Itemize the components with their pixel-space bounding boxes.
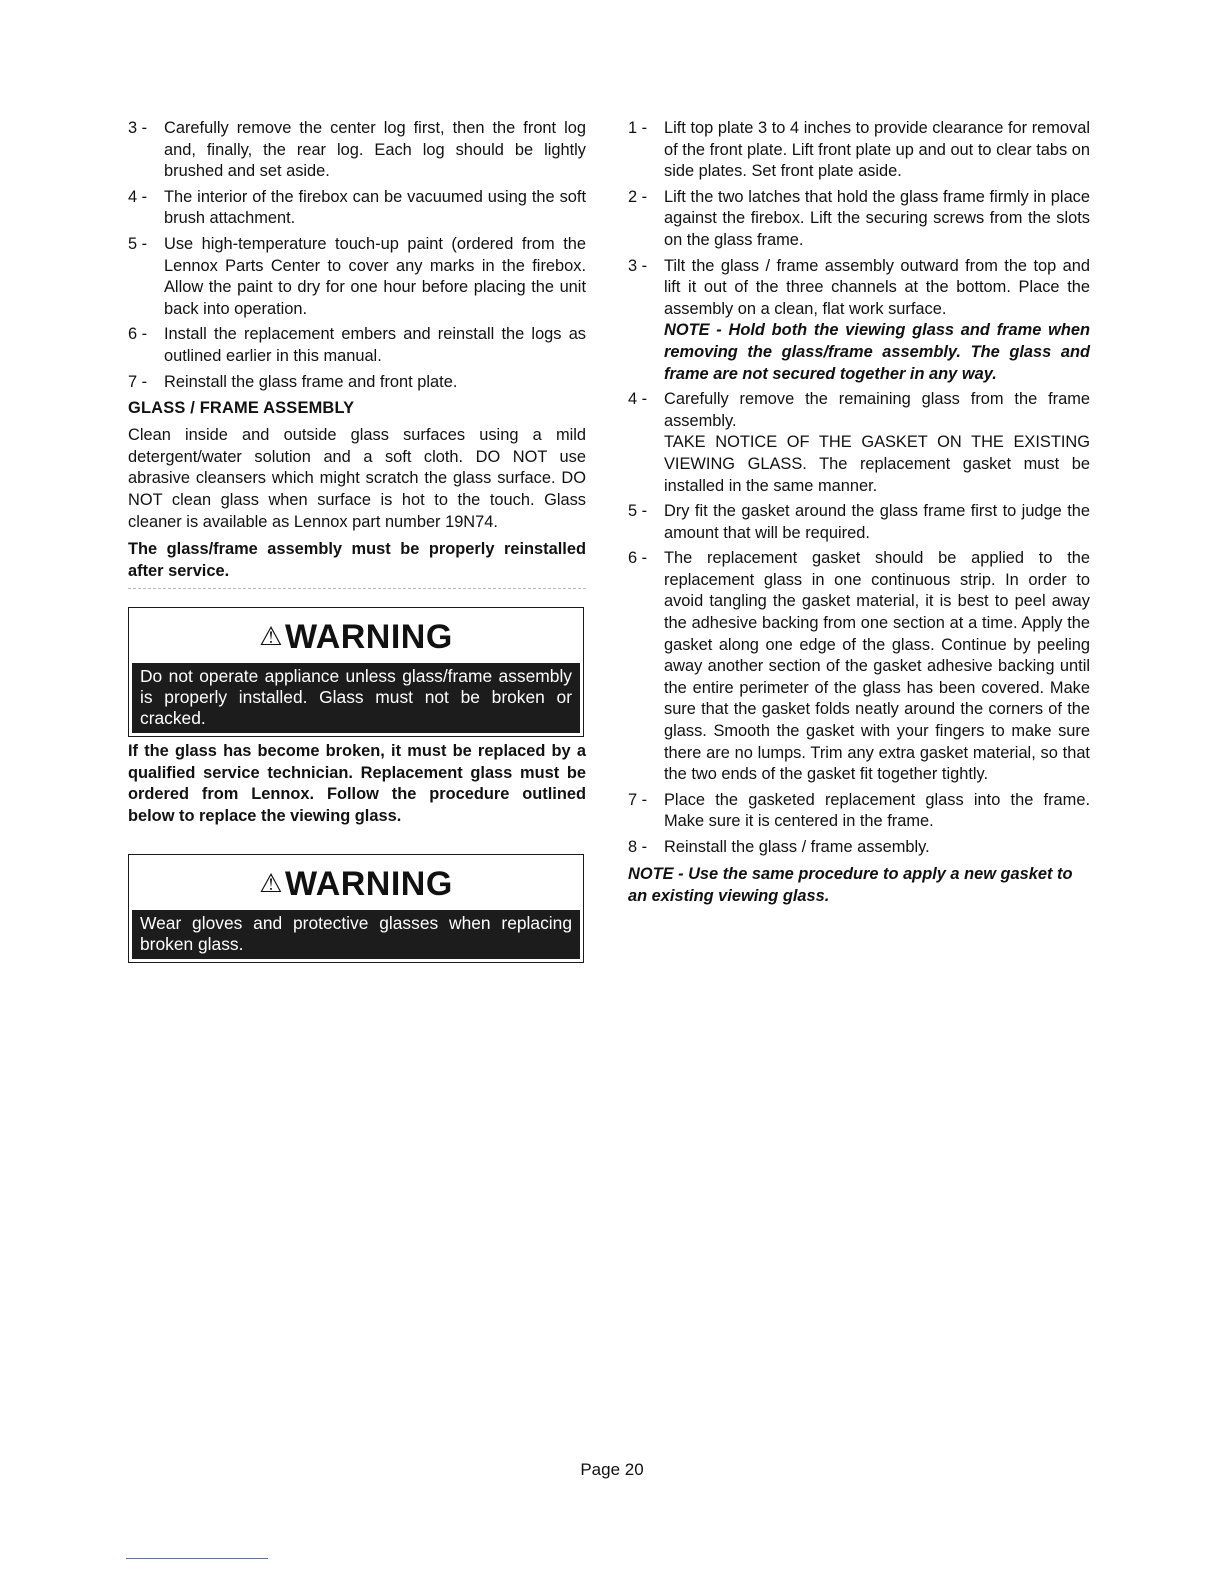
step-number: 3 - — [628, 256, 648, 275]
step-extra: TAKE NOTICE OF THE GASKET ON THE EXISTING VIEWING GLASS. The replacement gasket must be installed in the same manner. — [664, 433, 1090, 495]
step-text: Use high-temperature touch-up paint (ordered from the Lennox Parts Center to cover any marks in the firebox. Allow the paint to dry for one hour before placing the unit back into operation. — [164, 234, 586, 318]
step-note: NOTE - Hold both the viewing glass and frame when removing the glass/frame assembly. The glass and frame are not secured together in any way. — [664, 321, 1090, 383]
warning-title: WARNING — [284, 618, 453, 657]
warning-box — [128, 607, 584, 737]
warning-triangle-icon: ⚠ — [259, 621, 283, 652]
step-text: Tilt the glass / frame assembly outward from the top and lift it out of the three channels at the bottom. Place the assembly on a clean, flat work surface. — [664, 256, 1090, 318]
step-number: 4 - — [128, 187, 148, 206]
right-step — [628, 501, 1090, 544]
right-step — [628, 389, 1090, 497]
step-text: The replacement gasket should be applied to the replacement glass in one continuous strip. In order to avoid tangling the gasket material, it is best to peel away the adhesive backing from one section at a time. Apply the gasket along one edge of the glass. Continue by peeling away another section of the gasket adhesive backing until the entire perimeter of the glass has been covered. Make sure that the gasket folds neatly around the corners of the glass. Smooth the gasket with your fingers to make sure there are no lumps. Trim any extra gasket material, so that the two ends of the gasket fit together tightly. — [664, 549, 1090, 784]
step-number: 1 - — [628, 119, 648, 137]
section-heading: GLASS / FRAME ASSEMBLY — [128, 399, 355, 418]
left-column — [128, 118, 586, 963]
step-number: 7 - — [628, 790, 648, 809]
step-text: Reinstall the glass frame and front plate. — [164, 372, 458, 391]
divider — [128, 588, 586, 589]
step-number: 3 - — [128, 119, 148, 137]
left-step — [128, 118, 586, 183]
right-step — [628, 118, 1090, 183]
warning-title: WARNING — [284, 864, 453, 903]
page-number: Page 20 — [580, 1460, 644, 1479]
left-step — [128, 187, 586, 230]
right-step — [628, 548, 1090, 786]
step-text: Lift top plate 3 to 4 inches to provide clearance for removal of the front plate. Lift front plate up and out to clear tabs on side plates. Set front plate aside. — [664, 119, 1090, 181]
warning-header — [129, 608, 583, 663]
step-number: 6 - — [628, 549, 648, 568]
left-step — [128, 234, 586, 320]
left-step — [128, 324, 586, 367]
warning-triangle-icon: ⚠ — [259, 867, 283, 898]
right-step — [628, 837, 1090, 859]
step-number: 8 - — [628, 838, 648, 856]
warning-text: Do not operate appliance unless glass/frame assembly is properly installed. Glass must not be broken or cracked. — [132, 663, 580, 733]
broken-glass-paragraph: If the glass has become broken, it must be replaced by a qualified service technician. Replacement glass must be ordered from Lennox. Follow the procedure outlined below to replace the viewing glass. — [128, 742, 586, 826]
right-step — [628, 790, 1090, 833]
step-text: Place the gasketed replacement glass into the frame. Make sure it is centered in the frame. — [664, 790, 1090, 831]
step-number: 5 - — [628, 502, 648, 521]
step-text: Carefully remove the remaining glass from the frame assembly. — [664, 390, 1090, 430]
right-column — [628, 118, 1090, 907]
step-number: 7 - — [128, 372, 148, 391]
step-number: 6 - — [128, 325, 148, 344]
cleaning-paragraph: Clean inside and outside glass surfaces using a mild detergent/water solution and a soft cloth. DO NOT use abrasive cleansers which might scratch the glass surface. DO NOT clean glass when surface is hot to the touch. Glass cleaner is available as Lennox part number 19N74. — [128, 426, 586, 531]
final-note: NOTE - Use the same procedure to apply a new gasket to an existing viewing glass. — [628, 864, 1073, 905]
left-step — [128, 372, 586, 394]
reinstall-notice: The glass/frame assembly must be properly reinstalled after service. — [128, 540, 586, 580]
step-text: Lift the two latches that hold the glass frame firmly in place against the firebox. Lift the securing screws from the slots on the glass frame. — [664, 187, 1090, 249]
step-text: Reinstall the glass / frame assembly. — [664, 838, 930, 856]
step-text: Dry fit the gasket around the glass frame first to judge the amount that will be required. — [664, 502, 1090, 542]
bottom-rule — [126, 1558, 268, 1559]
warning-header — [129, 855, 583, 910]
step-number: 4 - — [628, 390, 648, 409]
step-number: 2 - — [628, 187, 648, 206]
right-step — [628, 256, 1090, 386]
right-step — [628, 187, 1090, 252]
step-number: 5 - — [128, 234, 148, 253]
warning-text: Wear gloves and protective glasses when replacing broken glass. — [132, 910, 580, 959]
warning-box — [128, 854, 584, 963]
step-text: Install the replacement embers and reinstall the logs as outlined earlier in this manual. — [164, 325, 586, 365]
step-text: The interior of the firebox can be vacuumed using the soft brush attachment. — [164, 187, 586, 228]
step-text: Carefully remove the center log first, then the front log and, finally, the rear log. Each log should be lightly brushed and set aside. — [164, 119, 586, 181]
